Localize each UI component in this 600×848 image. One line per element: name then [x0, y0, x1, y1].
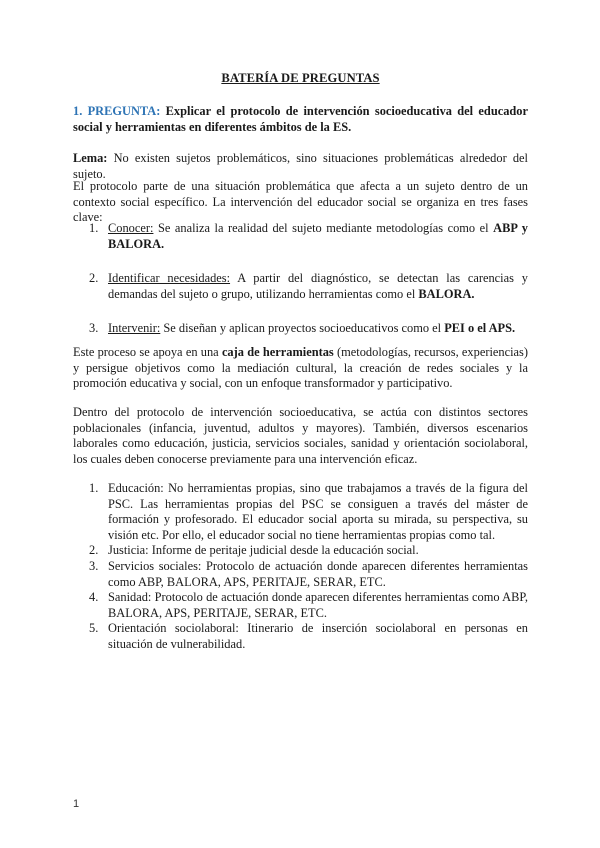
sector-item: [73, 481, 528, 543]
sector-text: Orientación sociolaboral: Itinerario de inserción sociolaboral en personas en situación de vulnerabilidad.: [108, 621, 528, 651]
list-marker: 5.: [89, 621, 99, 636]
toolbox-rest: (metodologías, recursos, experiencias) y persigue objetivos como la mediación cultural, la creación de redes sociales y la promoción educativa y social, con un enfoque transformador y participativo.: [73, 345, 528, 391]
sector-item: [73, 590, 528, 621]
toolbox-paragraph: [73, 345, 528, 392]
toolbox-bold: caja de herramientas: [221, 345, 334, 359]
list-marker: 1.: [89, 481, 99, 495]
phases-list: [73, 221, 528, 337]
phase-bold: BALORA.: [418, 286, 475, 301]
phase-item: [73, 271, 528, 302]
list-marker: 2.: [89, 271, 99, 286]
sector-item: [73, 559, 528, 590]
sector-text: Educación: No herramientas propias, sino que trabajamos a través de la figura del PSC. Las herramientas propias del PSC se consiguen a través del máster de formación y profesorado. El educador social aporta su mirada, su perspectiva, su visión etc. Por ello, el educador social no tiene herramientas propias como tal.: [108, 481, 528, 542]
toolbox-lead: Este proceso se apoya en una: [73, 345, 219, 359]
sector-item: [73, 621, 528, 652]
sectors-intro-paragraph: Dentro del protocolo de intervención socioeducativa, se actúa con distintos sectores poblacionales (infancia, juventud, adultos y mayores). También, diversos escenarios laborales como educación, justicia, servicios sociales, sanidad y orientación sociolaboral, los cuales deben conocerse previamente para una intervención eficaz.: [73, 405, 528, 466]
list-marker: 2.: [89, 543, 99, 558]
list-marker: 3.: [89, 558, 99, 573]
phase-item: [73, 321, 528, 337]
phase-item: [73, 221, 528, 252]
phase-bold: ABP y BALORA.: [108, 221, 528, 251]
sector-item: [73, 543, 528, 559]
phase-term: Identificar necesidades:: [108, 271, 231, 286]
list-marker: 4.: [89, 590, 99, 605]
question-heading: [73, 104, 528, 135]
sector-text: Sanidad: Protocolo de actuación donde aparecen diferentes herramientas como ABP, BALORA, APS, PERITAJE, SERAR, ETC.: [108, 590, 528, 620]
phase-text: Se analiza la realidad del sujeto mediante metodologías como el: [157, 221, 489, 235]
intro-paragraph: El protocolo parte de una situación problemática que afecta a un sujeto dentro de un contexto social específico. La intervención del educador social se organiza en tres fases clave:: [73, 179, 528, 225]
page-title: BATERÍA DE PREGUNTAS: [221, 71, 380, 85]
sector-text: Servicios sociales: Protocolo de actuación donde aparecen diferentes herramientas como ABP, BALORA, APS, PERITAJE, SERAR, ETC.: [108, 558, 528, 589]
phase-bold: PEI o el APS.: [444, 321, 516, 336]
list-marker: 3.: [89, 321, 99, 336]
phase-text: Se diseñan y aplican proyectos socioeducativos como el: [163, 321, 442, 336]
sector-text: Justicia: Informe de peritaje judicial desde la educación social.: [108, 543, 419, 558]
phase-text: A partir del diagnóstico, se detectan las carencias y demandas del sujeto o grupo, utilizando herramientas como el: [108, 271, 528, 301]
lema-text: No existen sujetos problemáticos, sino situaciones problemáticas alrededor del sujeto.: [73, 151, 528, 181]
phase-term: Intervenir:: [108, 321, 161, 336]
page-number: 1: [73, 798, 80, 810]
lema-paragraph: [73, 151, 528, 182]
phase-term: Conocer:: [108, 221, 154, 235]
sectors-list: [73, 481, 528, 653]
question-number: 1. PREGUNTA:: [73, 104, 161, 118]
list-marker: 1.: [89, 221, 99, 235]
lema-label: Lema:: [73, 151, 108, 165]
question-text: Explicar el protocolo de intervención socioeducativa del educador social y herramientas en diferentes ámbitos de la ES.: [73, 104, 528, 134]
